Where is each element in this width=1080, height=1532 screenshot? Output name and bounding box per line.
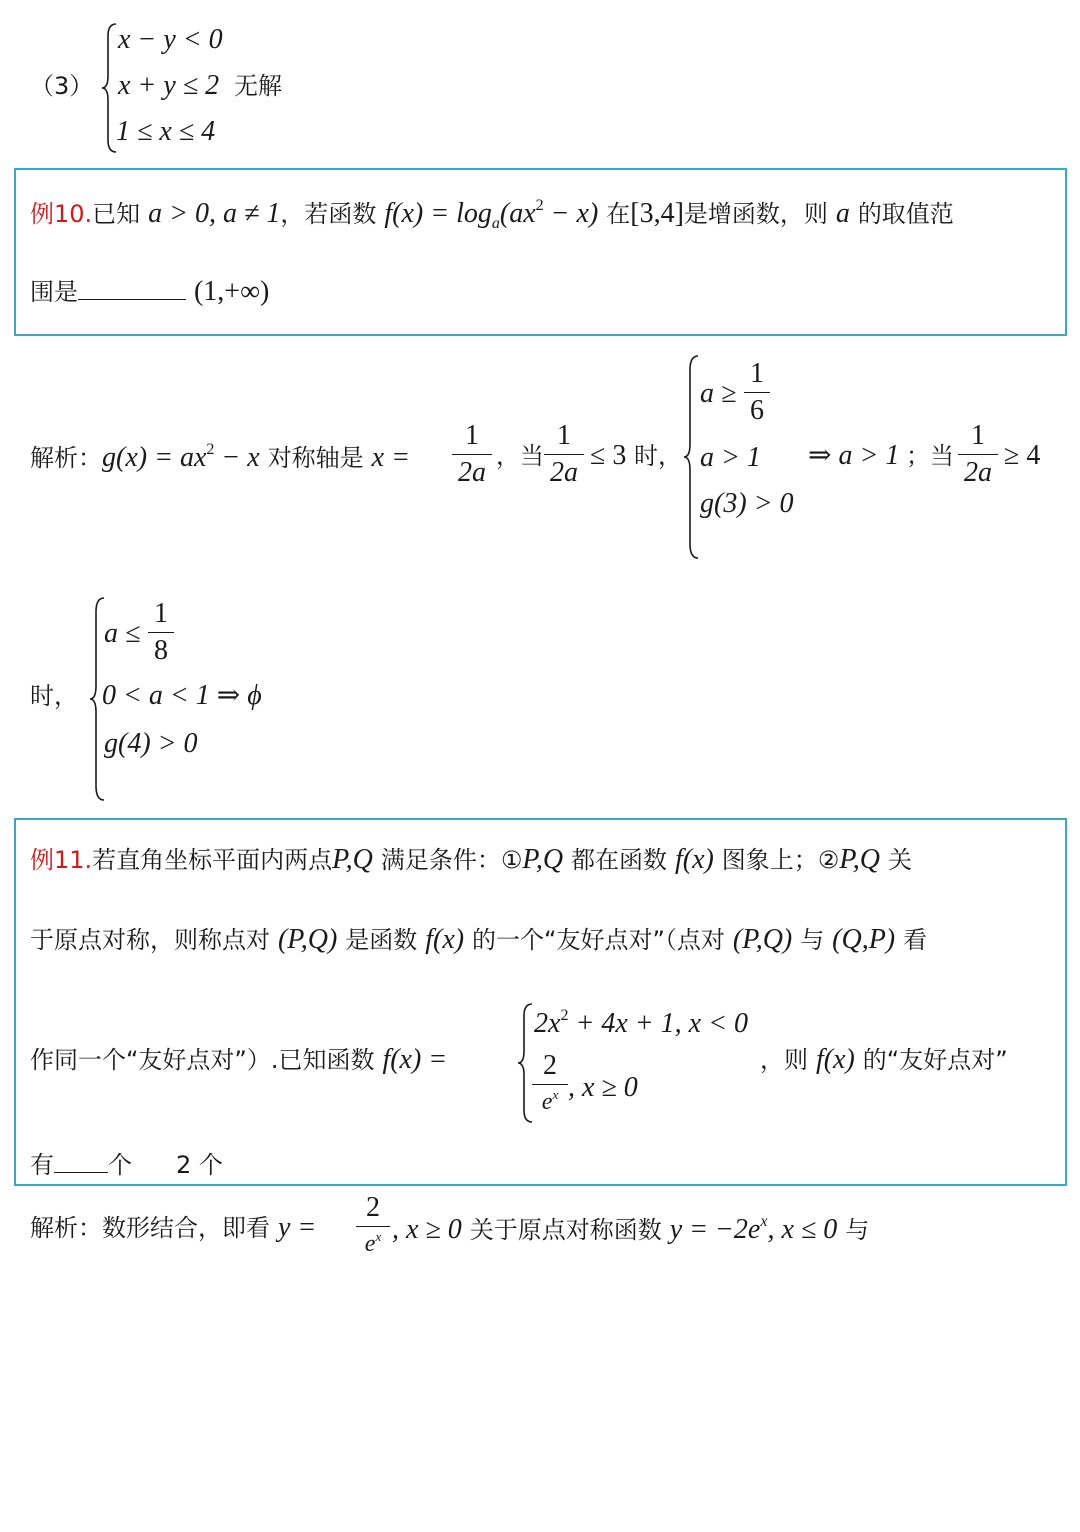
left-brace-icon [682, 354, 700, 560]
answer-blank [54, 1152, 108, 1173]
example-11-label: 例11. [30, 846, 93, 874]
example-10-label: 例10. [30, 200, 93, 228]
solution-11-line-b: , x ≥ 0 关于原点对称函数 $y = -2e^x$, x ≤ 0 与 [392, 1213, 870, 1245]
fraction-1-over-2a: 1 2a [452, 420, 492, 489]
condition: a > 0, a ≠ 1 [148, 198, 281, 229]
answer-blank [78, 279, 186, 300]
item-3-label: （3） [30, 72, 94, 100]
example-10-line-2: 围是 (1,+∞) [30, 276, 270, 307]
system-eq-1: x − y < 0 [118, 24, 223, 55]
example-11-line-1: 例11.若直角坐标平面内两点P,Q 满足条件：①P,Q 都在函数 f(x) 图象上；②P,Q 关 [30, 844, 912, 875]
example-11-content: 例11.若直角坐标平面内两点P,Q 满足条件：①P,Q 都在函数 f(x) 图象上；②P,Q 关 于原点对称，则称点对 (P,Q) 是函数 f(x) 的一个“友好点对”（点对 (P,Q) 与 (Q,P) 看 作同一个“友好点对”）.已知函数 f(x) = $2x^2 + 4x + 1$, x < 0 2 $e^x$ , x ≥ 0 ，则 f(x) 的“友好点对” 有 个 2 个 [30, 844, 1008, 1179]
example-11-line-4: 有 个 2 个 [30, 1151, 223, 1179]
example-10-content [0, 168, 1080, 336]
example-10-line-1: 例10.已知 a > 0, a ≠ 1，若函数 $f(x) = \log_a(ax^2 - x)$ 在[3,4]是增函数，则 a 的取值范 [30, 197, 954, 232]
solution-10-line-1: 解析：$g(x) = ax^2 - x$ 对称轴是 x = [30, 441, 410, 473]
system-eq-2: x + y ≤ 2 [118, 70, 220, 101]
item-3 [0, 0, 1080, 160]
fraction-2-over-ex: 2 $e^x$ [532, 1050, 568, 1116]
system-eq-3: 1 ≤ x ≤ 4 [116, 116, 216, 147]
example-11-line-2: 于原点对称，则称点对 (P,Q) 是函数 f(x) 的一个“友好点对”（点对 (P,Q) 与 (Q,P) 看 [30, 924, 928, 955]
interval: [3,4] [630, 198, 684, 229]
solution-11-line: 解析：数形结合，即看 y = [30, 1212, 317, 1243]
no-solution-label: 无解 [234, 72, 282, 100]
solution-label: 解析： [30, 1214, 102, 1242]
fraction-1-over-2a-c: 1 2a [958, 420, 998, 489]
example-11-line-3: 作同一个“友好点对”）.已知函数 f(x) = [30, 1044, 448, 1075]
answer-10: (1,+∞) [193, 276, 270, 307]
implies-a-gt-1: ⇒ a > 1 [808, 440, 900, 471]
solution-10: 解析：$g(x) = ax^2 - x$ 对称轴是 x = 1 2a ，当 1 2a ≤ 3 时， a ≥ 1 6 a > 1 g(3) > 0 ⇒ a > 1 ；当 1 2a ≥ 4 时， a ≤ 1 8 0 < a < 1 ⇒ ϕ g(4) > 0 [0, 340, 1080, 810]
fraction-1-over-8: 1 8 [148, 598, 174, 667]
fraction-1-over-6: 1 6 [744, 358, 770, 427]
solution-label: 解析： [30, 444, 102, 472]
solution-11 [0, 1190, 1080, 1280]
example-11-line-3b: ，则 f(x) 的“友好点对” [760, 1044, 1008, 1075]
function-def: $f(x) = \log_a(ax^2 - x)$ [384, 197, 599, 232]
answer-11: 2 个 [175, 1151, 223, 1179]
fraction-1-over-2a-b: 1 2a [544, 420, 584, 489]
fraction-2-over-ex: 2 $e^x$ [356, 1192, 390, 1258]
piece-1: $2x^2 + 4x + 1$, x < 0 [534, 1007, 748, 1039]
